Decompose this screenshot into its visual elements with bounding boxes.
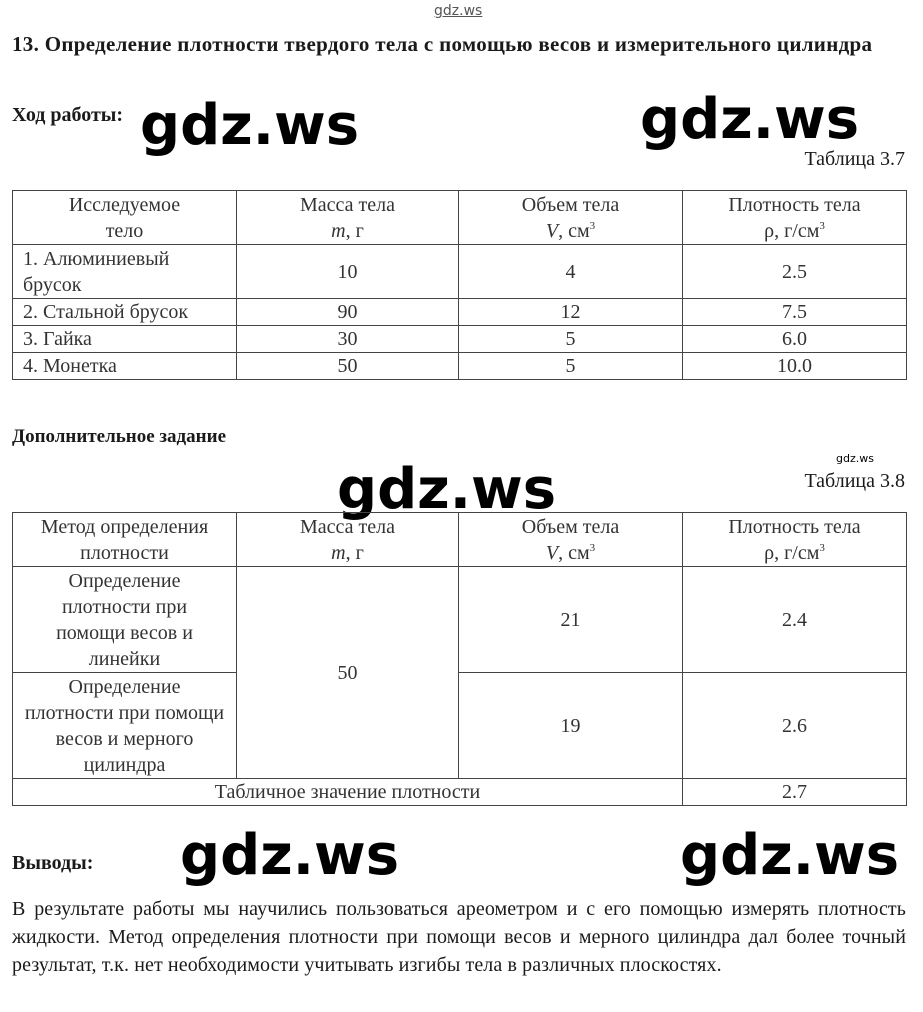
body-cell: 1. Алюминиевый брусок (13, 245, 237, 299)
table-value-cell: 2.7 (683, 779, 907, 806)
body-cell: 3. Гайка (13, 326, 237, 353)
volume-cell: 5 (459, 326, 683, 353)
header-cell: Исследуемое тело (13, 191, 237, 245)
mass-cell: 50 (237, 353, 459, 380)
table-header-row (13, 191, 907, 245)
header-cell: Масса тела m, г (237, 191, 459, 245)
watermark-small: gdz.ws (836, 452, 874, 465)
volume-cell: 5 (459, 353, 683, 380)
method-cell: Определение плотности при помощи весов и линейки (13, 567, 237, 673)
density-cell: 10.0 (683, 353, 907, 380)
header-cell: Метод определения плотности (13, 513, 237, 567)
table-row (13, 299, 907, 326)
table-row (13, 673, 907, 779)
method-cell: Определение плотности при помощи весов и мерного цилиндра (13, 673, 237, 779)
mass-cell: 90 (237, 299, 459, 326)
watermark: gdz.ws (640, 87, 860, 152)
density-cell: 2.6 (683, 673, 907, 779)
watermark: gdz.ws (140, 93, 360, 158)
table-value-label-cell: Табличное значение плотности (13, 779, 683, 806)
density-cell: 2.5 (683, 245, 907, 299)
density-table (12, 190, 907, 380)
header-cell: Плотность тела ρ, $г/см^3$ (683, 513, 907, 567)
work-label: Ход работы: (12, 104, 124, 126)
mass-cell: 30 (237, 326, 459, 353)
table-row (13, 353, 907, 380)
table-caption: Таблица 3.7 (804, 148, 905, 170)
watermark-top: gdz.ws (434, 3, 483, 19)
body-cell: 2. Стальной брусок (13, 299, 237, 326)
watermark: gdz.ws (180, 823, 400, 888)
density-cell: 7.5 (683, 299, 907, 326)
conclusions-text: В результате работы мы научились пользоваться ареометром и с его помощью измерять плотность жидкости. Метод определения плотности при помощи весов и мерного цилиндра дал более точный результат, т.к. нет необходимости учитывать изгибы тела в различных плоскостях. (12, 898, 906, 976)
table-row (13, 245, 907, 299)
extra-task-label: Дополнительное задание (12, 426, 227, 447)
table-header-row (13, 513, 907, 567)
mass-cell: 50 (237, 567, 459, 779)
watermark: gdz.ws (680, 823, 900, 888)
density-cell: 6.0 (683, 326, 907, 353)
table-row (13, 779, 907, 806)
conclusions-label: Выводы: (12, 852, 94, 874)
volume-cell: 21 (459, 567, 683, 673)
header-cell: Масса тела m, г (237, 513, 459, 567)
method-table (12, 512, 907, 806)
volume-cell: 4 (459, 245, 683, 299)
volume-cell: 19 (459, 673, 683, 779)
volume-cell: 12 (459, 299, 683, 326)
header-cell: Объем тела V, $см^3$ (459, 191, 683, 245)
table-caption: Таблица 3.8 (804, 470, 905, 492)
header-cell: Плотность тела ρ, $г/см^3$ (683, 191, 907, 245)
density-cell: 2.4 (683, 567, 907, 673)
page-title: 13. Определение плотности твердого тела с помощью весов и измерительного цилиндра (12, 32, 873, 56)
header-cell: Объем тела V, $см^3$ (459, 513, 683, 567)
watermark: gdz.ws (337, 457, 557, 522)
table-row (13, 567, 907, 673)
table-row (13, 326, 907, 353)
body-cell: 4. Монетка (13, 353, 237, 380)
mass-cell: 10 (237, 245, 459, 299)
